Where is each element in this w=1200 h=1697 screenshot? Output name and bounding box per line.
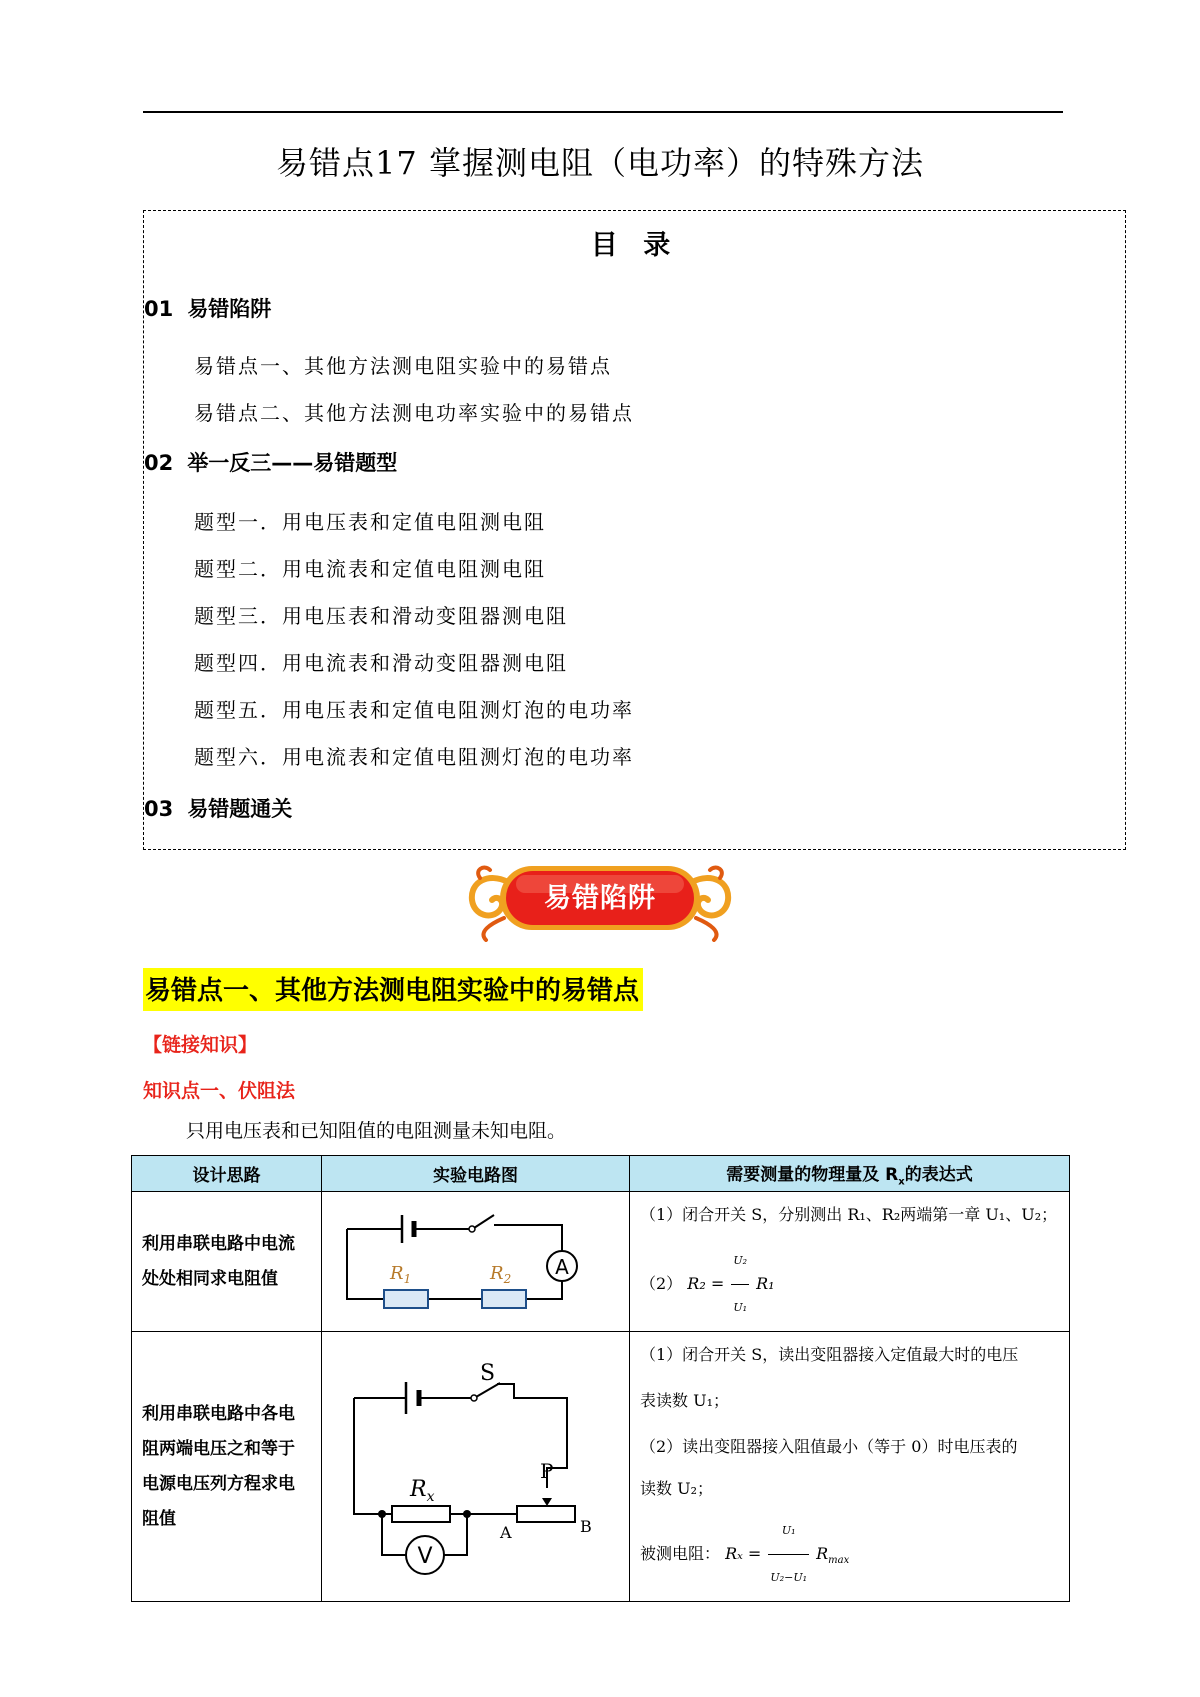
fraction-numerator: U₁ — [768, 1508, 809, 1555]
rx-label: $R_x$ — [410, 1476, 435, 1505]
header-measure-pre: 需要测量的物理量及 R — [726, 1164, 899, 1185]
header-measure-post: 的表达式 — [904, 1164, 973, 1185]
toc-box — [143, 210, 1126, 850]
toc-section-label: 易错陷阱 — [187, 297, 272, 321]
row1-circuit-cell — [322, 1192, 630, 1332]
table-row — [132, 1192, 1070, 1332]
row2-formula-lhs: Rₓ = — [725, 1544, 762, 1563]
formula-rhs-symbol: R — [816, 1544, 829, 1563]
row2-result — [640, 1508, 1059, 1601]
toc-item[interactable]: 易错点二、其他方法测电功率实验中的易错点 — [194, 401, 634, 425]
r1-label: $R_1$ — [390, 1262, 412, 1286]
rheostat-icon — [517, 1498, 575, 1522]
junction-dot — [463, 1510, 471, 1518]
toc-section-label: 易错题通关 — [187, 797, 293, 821]
row1-step2 — [640, 1238, 1059, 1331]
junction-dot — [378, 1510, 386, 1518]
toc-item[interactable]: 题型二．用电流表和定值电阻测电阻 — [194, 557, 546, 581]
toc-section-number: 02 — [144, 451, 174, 475]
switch-icon — [469, 1215, 494, 1232]
formula-rhs-sub: max — [828, 1555, 850, 1567]
series-circuit-diagram — [322, 1203, 627, 1317]
intro-paragraph: 只用电压表和已知阻值的电阻测量未知电阻。 — [186, 1120, 567, 1142]
toc-item[interactable]: 题型四．用电流表和滑动变阻器测电阻 — [194, 651, 568, 675]
potentiometer-circuit-diagram — [322, 1350, 627, 1580]
row2-idea: 利用串联电路中各电阻两端电压之和等于电源电压列方程求电阻值 — [132, 1332, 322, 1602]
header-measure-sub: x — [898, 1176, 905, 1188]
toc-section-02[interactable] — [144, 447, 397, 477]
header-idea: 设计思路 — [132, 1156, 322, 1192]
resistor-r1-icon — [384, 1290, 428, 1308]
section-heading: 易错点一、其他方法测电阻实验中的易错点 — [143, 968, 643, 1011]
toc-section-01[interactable] — [144, 293, 271, 323]
voltmeter-label: V — [417, 1543, 433, 1569]
row1-idea: 利用串联电路中电流处处相同求电阻值 — [132, 1192, 322, 1332]
row1-formula-lhs: R₂ = — [687, 1274, 725, 1293]
row2-formula-rhs — [816, 1544, 850, 1567]
end-a-label: A — [500, 1522, 512, 1542]
row2-step1a: （1）闭合开关 S，读出变阻器接入定值最大时的电压 — [640, 1345, 1019, 1364]
header-measure — [630, 1156, 1070, 1192]
row1-step2-label: （2） — [640, 1274, 683, 1293]
top-rule — [143, 111, 1063, 113]
switch-label: S — [480, 1360, 496, 1386]
toc-item[interactable]: 题型六．用电流表和定值电阻测灯泡的电功率 — [194, 745, 634, 769]
row1-formula-rhs: R₁ — [756, 1274, 775, 1293]
document-title: 易错点17 掌握测电阻（电功率）的特殊方法 — [276, 144, 924, 182]
resistor-rx-icon — [392, 1506, 450, 1522]
row2-step2b: 读数 U₂； — [640, 1479, 713, 1498]
row2-result-label: 被测电阻： — [640, 1544, 721, 1563]
fraction-denominator: U₁ — [733, 1301, 748, 1314]
r2-label: $R_2$ — [490, 1262, 512, 1286]
banner-label: 易错陷阱 — [544, 883, 656, 914]
battery-icon — [402, 1215, 414, 1243]
row2-circuit-cell — [322, 1332, 630, 1602]
row2-step2a: （2）读出变阻器接入阻值最小（等于 0）时电压表的 — [640, 1437, 1018, 1456]
toc-item[interactable]: 题型五．用电压表和定值电阻测灯泡的电功率 — [194, 698, 634, 722]
toc-section-number: 03 — [144, 797, 174, 821]
battery-icon — [406, 1382, 419, 1414]
toc-heading: 目 录 — [590, 230, 679, 261]
resistor-r2-icon — [482, 1290, 526, 1308]
toc-section-label: 举一反三——易错题型 — [187, 451, 398, 475]
toc-item[interactable]: 易错点一、其他方法测电阻实验中的易错点 — [194, 354, 612, 378]
fraction-numerator: U₂ — [731, 1238, 749, 1285]
knowledge-point-label: 知识点一、伏阻法 — [143, 1080, 296, 1102]
toc-item[interactable]: 题型三．用电压表和滑动变阻器测电阻 — [194, 604, 568, 628]
row2-measurement — [630, 1332, 1070, 1602]
row2-step1b: 表读数 U₁； — [640, 1391, 729, 1410]
header-circuit: 实验电路图 — [322, 1156, 630, 1192]
ammeter-label: A — [555, 1254, 569, 1279]
table-header-row — [132, 1156, 1070, 1192]
row2-formula-fraction — [768, 1508, 809, 1601]
toc-section-number: 01 — [144, 297, 174, 321]
table-row — [132, 1332, 1070, 1602]
row1-measurement — [630, 1192, 1070, 1332]
link-knowledge-label: 【链接知识】 — [143, 1034, 258, 1056]
fraction-denominator: U₂−U₁ — [770, 1571, 807, 1584]
row1-step1: （1）闭合开关 S，分别测出 R₁、R₂两端第一章 U₁、U₂； — [640, 1205, 1058, 1224]
end-b-label: B — [580, 1516, 592, 1536]
toc-item[interactable]: 题型一．用电压表和定值电阻测电阻 — [194, 510, 546, 534]
slider-p-label: P — [540, 1458, 554, 1483]
method-table — [131, 1155, 1070, 1602]
toc-section-03[interactable] — [144, 793, 292, 823]
row1-formula-fraction — [731, 1238, 749, 1331]
